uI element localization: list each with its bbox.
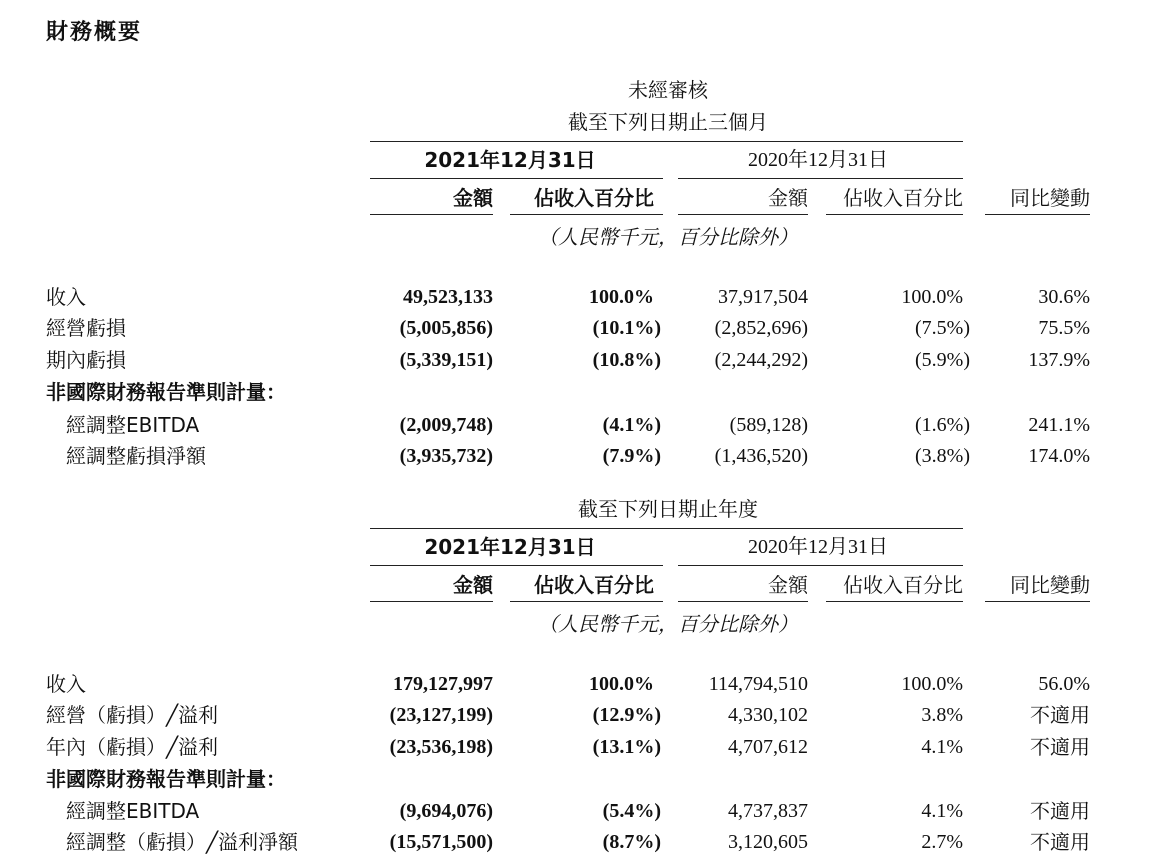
cell-amount-2021: (5,005,856) [399, 317, 493, 339]
rule [510, 214, 663, 215]
cell-yoy: 30.6% [1038, 286, 1090, 308]
cell-pct-2020: (1.6%) [915, 414, 970, 436]
sub-header-pct-2021: 佔收入百分比 [534, 573, 654, 597]
audit-status-header: 未經審核 [628, 78, 708, 102]
cell-pct-2021: (12.9%) [592, 704, 661, 726]
sub-header-pct-2020: 佔收入百分比 [843, 186, 963, 210]
period-header-year: 截至下列日期止年度 [578, 497, 758, 521]
cell-pct-2020: (5.9%) [915, 349, 970, 371]
cell-amount-2020: (589,128) [729, 414, 808, 436]
cell-pct-2021: 100.0% [589, 286, 654, 308]
rule [370, 601, 493, 602]
cell-pct-2021: (5.4%) [602, 800, 661, 822]
cell-yoy: 不適用 [1030, 703, 1090, 727]
cell-pct-2021: (10.1%) [592, 317, 661, 339]
rule [826, 601, 963, 602]
unit-note: （人民幣千元，百分比除外） [538, 612, 798, 636]
cell-pct-2020: 4.1% [921, 736, 963, 758]
row-label: 經營（虧損）╱溢利 [46, 703, 219, 727]
cell-amount-2021: 179,127,997 [393, 673, 493, 695]
cell-amount-2021: (2,009,748) [399, 414, 493, 436]
rule [985, 601, 1090, 602]
rule [370, 178, 663, 179]
cell-pct-2020: 100.0% [901, 286, 963, 308]
cell-amount-2021: (3,935,732) [399, 445, 493, 467]
cell-amount-2021: (23,536,198) [389, 736, 493, 758]
cell-amount-2020: (2,852,696) [714, 317, 808, 339]
cell-yoy: 241.1% [1028, 414, 1090, 436]
sub-header-amount-2020: 金額 [768, 573, 808, 597]
page-title: 財務概要 [46, 20, 143, 45]
row-label-non-ifrs: 非國際財務報告準則計量： [46, 380, 286, 404]
cell-pct-2021: 100.0% [589, 673, 654, 695]
cell-yoy: 137.9% [1028, 349, 1090, 371]
cell-amount-2020: 114,794,510 [708, 673, 808, 695]
cell-pct-2021: (7.9%) [602, 445, 661, 467]
cell-amount-2021: 49,523,133 [403, 286, 493, 308]
sub-header-amount-2020: 金額 [768, 186, 808, 210]
cell-amount-2020: 4,737,837 [728, 800, 808, 822]
cell-amount-2020: 4,330,102 [728, 704, 808, 726]
sub-header-pct-2021: 佔收入百分比 [534, 186, 654, 210]
cell-amount-2021: (5,339,151) [399, 349, 493, 371]
col-header-2021: 2021年12月31日 [424, 148, 596, 172]
cell-pct-2021: (8.7%) [602, 831, 661, 853]
rule [985, 214, 1090, 215]
rule [510, 601, 663, 602]
cell-yoy: 56.0% [1038, 673, 1090, 695]
sub-header-amount-2021: 金額 [453, 186, 493, 210]
col-header-2020: 2020年12月31日 [748, 149, 888, 171]
cell-amount-2020: 4,707,612 [728, 736, 808, 758]
cell-amount-2020: 3,120,605 [728, 831, 808, 853]
rule [370, 528, 963, 529]
row-label: 經調整（虧損）╱溢利淨額 [66, 830, 299, 854]
cell-yoy: 174.0% [1028, 445, 1090, 467]
cell-pct-2020: 3.8% [921, 704, 963, 726]
cell-pct-2020: 2.7% [921, 831, 963, 853]
cell-pct-2021: (13.1%) [592, 736, 661, 758]
row-label: 經調整EBITDA [66, 413, 200, 437]
cell-pct-2020: 100.0% [901, 673, 963, 695]
cell-pct-2020: 4.1% [921, 800, 963, 822]
sub-header-amount-2021: 金額 [453, 573, 493, 597]
row-label: 經調整虧損淨額 [66, 444, 206, 468]
sub-header-yoy: 同比變動 [1010, 186, 1090, 210]
row-label: 經營虧損 [46, 316, 126, 340]
cell-amount-2020: (2,244,292) [714, 349, 808, 371]
row-label: 收入 [46, 672, 86, 696]
row-label: 收入 [46, 285, 86, 309]
cell-yoy: 不適用 [1030, 735, 1090, 759]
rule [370, 141, 963, 142]
rule [678, 178, 963, 179]
cell-yoy: 75.5% [1038, 317, 1090, 339]
sub-header-pct-2020: 佔收入百分比 [843, 573, 963, 597]
rule [678, 565, 963, 566]
col-header-2021: 2021年12月31日 [424, 535, 596, 559]
cell-pct-2021: (10.8%) [592, 349, 661, 371]
sub-header-yoy: 同比變動 [1010, 573, 1090, 597]
unit-note: （人民幣千元，百分比除外） [538, 225, 798, 249]
cell-amount-2020: (1,436,520) [714, 445, 808, 467]
cell-pct-2020: (7.5%) [915, 317, 970, 339]
cell-amount-2021: (15,571,500) [389, 831, 493, 853]
cell-amount-2021: (23,127,199) [389, 704, 493, 726]
cell-yoy: 不適用 [1030, 830, 1090, 854]
cell-pct-2020: (3.8%) [915, 445, 970, 467]
rule [678, 601, 808, 602]
row-label: 年內（虧損）╱溢利 [46, 735, 219, 759]
rule [370, 565, 663, 566]
cell-pct-2021: (4.1%) [602, 414, 661, 436]
col-header-2020: 2020年12月31日 [748, 536, 888, 558]
cell-amount-2020: 37,917,504 [718, 286, 808, 308]
period-header-quarter: 截至下列日期止三個月 [568, 110, 768, 134]
cell-amount-2021: (9,694,076) [399, 800, 493, 822]
row-label: 期內虧損 [46, 348, 126, 372]
rule [678, 214, 808, 215]
rule [826, 214, 963, 215]
cell-yoy: 不適用 [1030, 799, 1090, 823]
row-label-non-ifrs: 非國際財務報告準則計量： [46, 767, 286, 791]
row-label: 經調整EBITDA [66, 799, 200, 823]
rule [370, 214, 493, 215]
